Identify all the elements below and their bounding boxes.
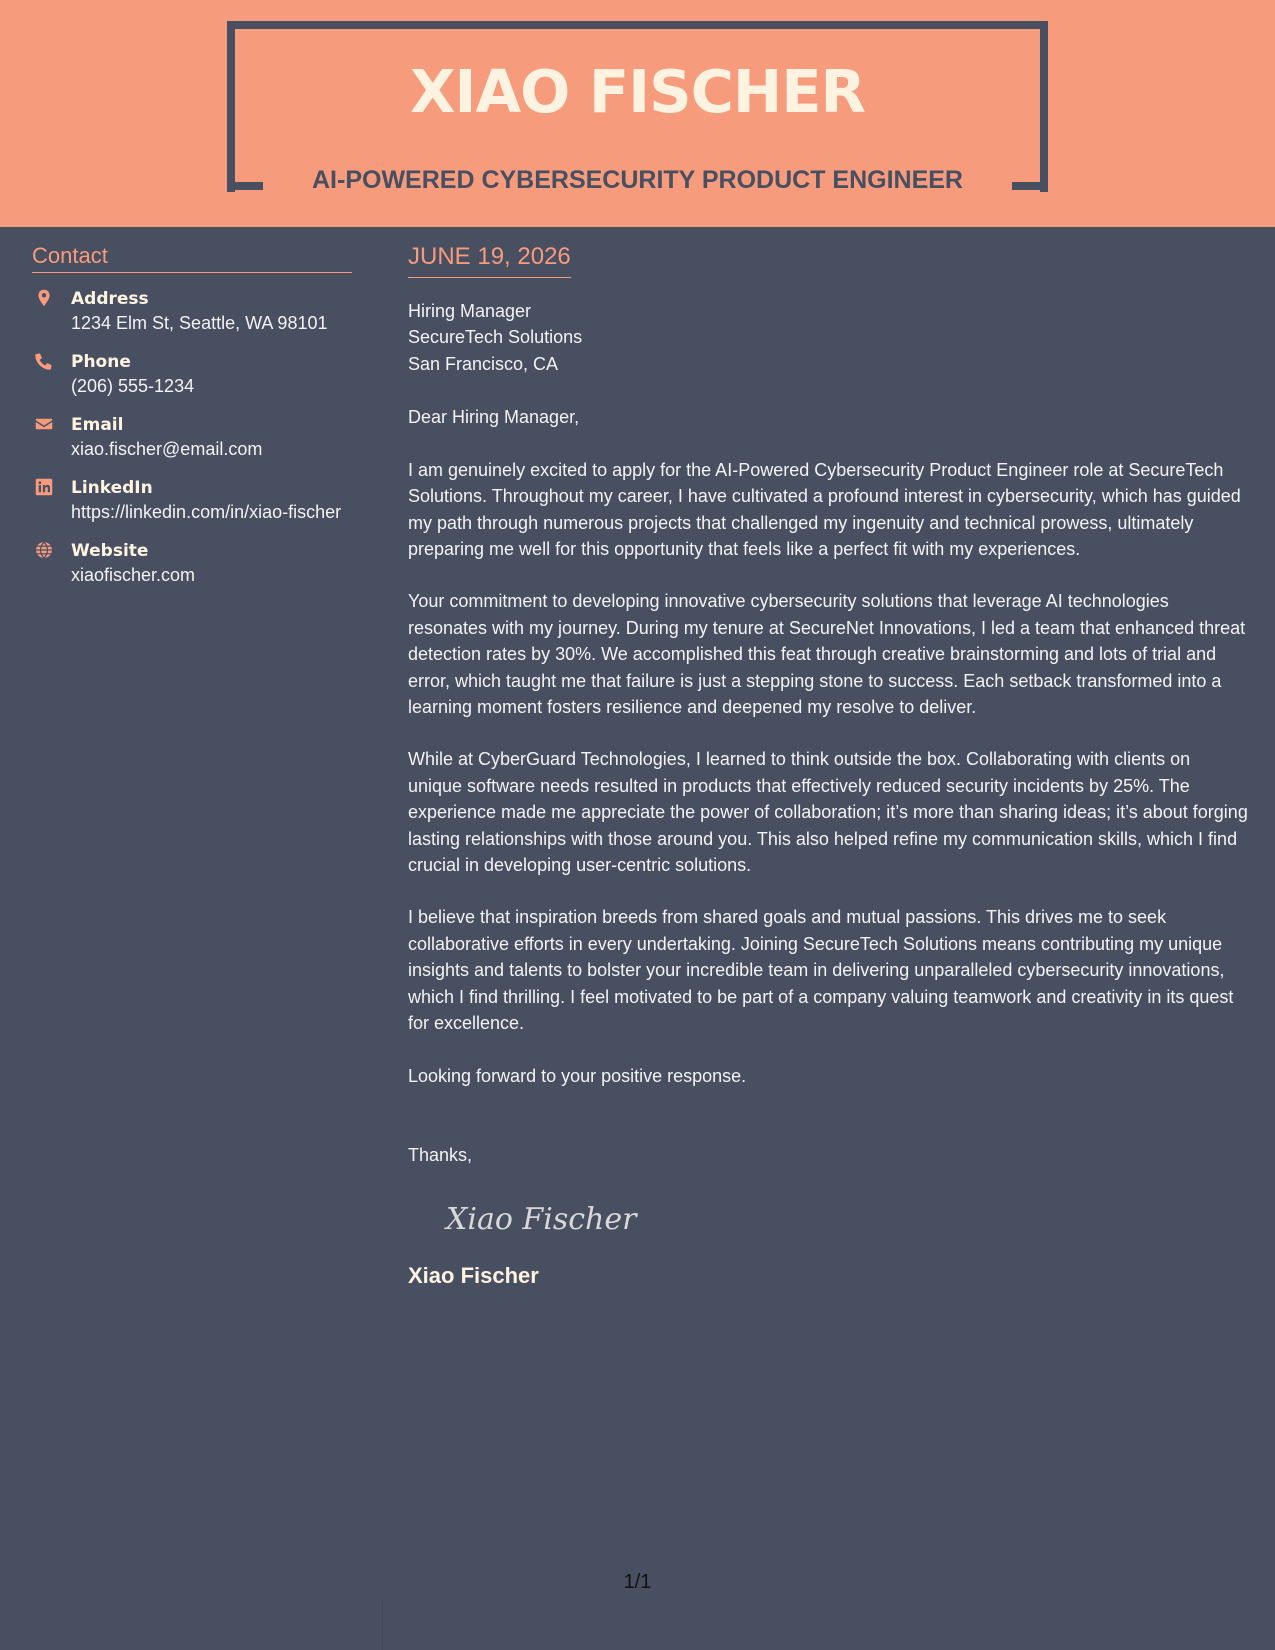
contact-heading: Contact <box>32 243 352 273</box>
contact-value: xiaofischer.com <box>71 565 196 586</box>
contact-email <box>32 413 352 462</box>
recipient-block <box>408 298 1248 378</box>
job-title: AI-POWERED CYBERSECURITY PRODUCT ENGINEER <box>312 166 963 194</box>
recipient-line: San Francisco, CA <box>408 353 559 374</box>
letter-body <box>408 243 1248 1289</box>
letter-date: JUNE 19, 2026 <box>408 243 571 278</box>
contact-value: https://linkedin.com/in/xiao-fischer <box>71 502 342 523</box>
recipient-line: Hiring Manager <box>408 300 532 321</box>
linkedin-icon <box>35 478 53 496</box>
contact-label: Website <box>71 541 149 562</box>
globe-icon <box>35 541 53 559</box>
sign-off: Thanks, <box>408 1144 473 1165</box>
page-number: 1/1 <box>623 1571 652 1593</box>
paragraph-intro: I am genuinely excited to apply for the AI-Powered Cybersecurity Product Engineer role at SecureTech Solutions. Throughout my career, I have cultivated a profound interest in cybersecurity, which has guided my path through numerous projects that challenged my ingenuity and technical prowess, ultimately preparing me well for this opportunity that feels like a perfect fit with my experiences. <box>408 459 1241 560</box>
paragraph-motivation: I believe that inspiration breeds from shared goals and mutual passions. This drives me to seek collaborative efforts in every undertaking. Joining SecureTech Solutions means contributing my unique insights and talents to bolster your incredible team in delivering unparalleled cybersecurity innovations, which I find thrilling. I feel motivated to be part of a company valuing teamwork and creativity in its quest for excellence. <box>408 907 1234 1034</box>
envelope-icon <box>35 415 53 433</box>
contact-sidebar <box>32 243 352 588</box>
contact-value: xiao.fischer@email.com <box>71 439 263 460</box>
salutation: Dear Hiring Manager, <box>408 407 580 428</box>
recipient-line: SecureTech Solutions <box>408 327 583 348</box>
contact-address <box>32 287 352 336</box>
phone-icon <box>35 352 53 370</box>
contact-label: LinkedIn <box>71 478 153 499</box>
contact-value: 1234 Elm St, Seattle, WA 98101 <box>71 313 328 334</box>
handwritten-signature <box>444 1196 644 1240</box>
contact-label: Email <box>71 415 124 436</box>
signature-text: Xiao Fischer <box>446 1201 637 1237</box>
contact-phone <box>32 350 352 399</box>
contact-label: Address <box>71 289 149 310</box>
column-divider <box>382 1600 383 1650</box>
paragraph-closing: Looking forward to your positive response. <box>408 1065 747 1086</box>
contact-value: (206) 555-1234 <box>71 376 195 397</box>
applicant-name: XIAO FISCHER <box>410 57 865 126</box>
paragraph-cyberguard: While at CyberGuard Technologies, I learned to think outside the box. Collaborating with clients on unique software needs resulted in products that effectively reduced security incidents by 25%. The experience made me appreciate the power of collaboration; it’s more than sharing ideas; it’s about forging lasting relationships with those around you. This also helped refine my communication skills, which I find crucial in developing user-centric solutions. <box>408 749 1248 876</box>
signer-name: Xiao Fischer <box>408 1262 539 1288</box>
contact-linkedin <box>32 476 352 525</box>
contact-label: Phone <box>71 352 131 373</box>
paragraph-securenet: Your commitment to developing innovative cybersecurity solutions that leverage AI technologies resonates with my journey. During my tenure at SecureNet Innovations, I led a team that enhanced threat detection rates by 30%. We accomplished this feat through creative brainstorming and lots of trial and error, which taught me that failure is just a stepping stone to success. Each setback transformed into a learning moment fosters resilience and deepened my resolve to deliver. <box>408 591 1246 718</box>
contact-website <box>32 539 352 588</box>
map-pin-icon <box>35 289 53 307</box>
